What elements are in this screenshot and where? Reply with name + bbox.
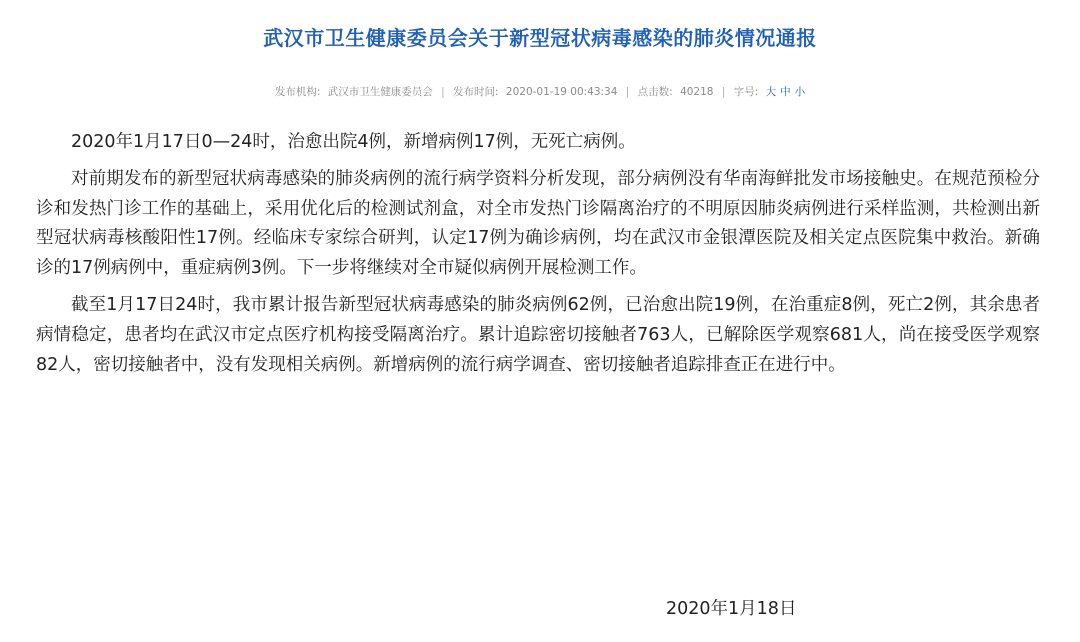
article-date: 2020年1月18日: [666, 599, 797, 619]
font-size-large-link[interactable]: 大: [765, 86, 777, 98]
meta-separator: |: [625, 86, 630, 98]
article-meta: [0, 84, 1080, 99]
paragraph-summary: 2020年1月17日0—24时，治愈出院4例，新增病例17例，无死亡病例。: [71, 132, 636, 152]
meta-separator: |: [441, 86, 445, 98]
font-size-label: 字号:: [733, 86, 759, 98]
publisher-value: 武汉市卫生健康委员会: [327, 86, 433, 98]
clicks-label: 点击数:: [637, 86, 673, 98]
paragraph-cumulative: 截至1月17日24时，我市累计报告新型冠状病毒感染的肺炎病例62例，已治愈出院19例，在治重症8例，死亡2例，其余患者病情稳定，患者均在武汉市定点医疗机构接受隔离治疗。累计追踪密切接触者763人，已解除医学观察681人，尚在接受医学观察82人，密切接触者中，没有发现相关病例。新增病例的流行病学调查、密切接触者追踪排查正在进行中。: [36, 294, 1040, 375]
clicks-value: 40218: [680, 86, 714, 98]
article-title: 武汉市卫生健康委员会关于新型冠状病毒感染的肺炎情况通报: [263, 26, 817, 50]
publish-time-label: 发布时间:: [453, 86, 499, 98]
font-size-medium-link[interactable]: 中: [780, 86, 791, 98]
font-size-small-link[interactable]: 小: [794, 86, 806, 98]
publisher-label: 发布机构:: [274, 86, 321, 98]
meta-separator: |: [721, 86, 726, 98]
paragraph-analysis: 对前期发布的新型冠状病毒感染的肺炎病例的流行病学资料分析发现，部分病例没有华南海鲜批发市场接触史。在规范预检分诊和发热门诊工作的基础上，采用优化后的检测试剂盒，对全市发热门诊隔离治疗的不明原因肺炎病例进行采样监测，共检测出新型冠状病毒核酸阳性17例。经临床专家综合研判，认定17例为确诊病例，均在武汉市金银潭医院及相关定点医院集中救治。新确诊的17例病例中，重症病例3例。下一步将继续对全市疑似病例开展检测工作。: [36, 168, 1040, 279]
article-body: [36, 128, 1040, 387]
publish-time-value: 2020-01-19 00:43:34: [505, 86, 618, 98]
